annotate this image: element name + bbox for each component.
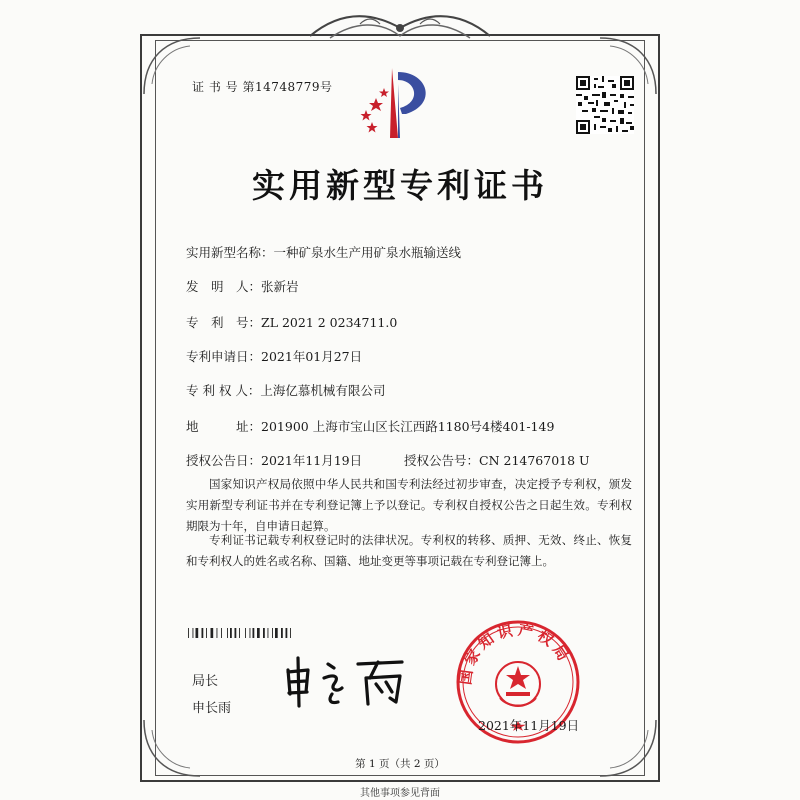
page-number: 第 1 页（共 2 页）	[355, 758, 445, 770]
legal-paragraph-1: 国家知识产权局依照中华人民共和国专利法经过初步审查，决定授予专利权，颁发实用新型专利证书并在专利登记簿上予以登记。专利权自授权公告之日起生效。专利权期限为十年，自申请日起算。	[186, 477, 632, 533]
field-label: 授权公告号：	[404, 453, 480, 468]
field-label: 专利申请日：	[186, 349, 262, 364]
field-value: CN 214767018 U	[479, 453, 590, 468]
handwritten-signature	[278, 650, 418, 710]
field-inventor	[186, 277, 299, 295]
field-label: 地 址：	[186, 419, 262, 434]
director-name: 申长雨	[192, 701, 232, 716]
field-application-date	[186, 347, 362, 365]
field-value: 一种矿泉水生产用矿泉水瓶输送线	[273, 245, 462, 260]
field-label: 实用新型名称：	[186, 245, 274, 260]
qr-code-icon	[576, 76, 634, 134]
field-value: 201900 上海市宝山区长江西路1180号4楼401-149	[261, 419, 555, 434]
field-label: 专 利 权 人：	[186, 383, 261, 398]
field-patent-number	[186, 313, 397, 331]
field-label: 专 利 号：	[186, 315, 262, 330]
field-value: 张新岩	[261, 279, 299, 294]
director-title: 局长	[192, 674, 219, 689]
field-label: 发 明 人：	[186, 279, 262, 294]
patent-office-logo-icon	[356, 64, 440, 144]
legal-paragraph-2: 专利证书记载专利权登记时的法律状况。专利权的转移、质押、无效、终止、恢复和专利权人的姓名或名称、国籍、地址变更等事项记载在专利登记簿上。	[186, 533, 632, 568]
field-value: ZL 2021 2 0234711.0	[261, 315, 398, 330]
document-title: 实用新型专利证书	[252, 166, 548, 205]
field-address	[186, 417, 554, 435]
field-value: 上海亿慕机械有限公司	[260, 383, 386, 398]
svg-text:国家知识产权局: 国家知识产权局	[456, 620, 575, 686]
certificate-number: 证 书 号 第14748779号	[192, 80, 333, 94]
top-ornament	[300, 6, 500, 46]
footer-note: 其他事项参见背面	[360, 788, 440, 799]
field-value: 2021年11月19日	[261, 453, 363, 468]
seal-date: 2021年11月19日	[478, 718, 580, 733]
field-label: 授权公告日：	[186, 453, 262, 468]
field-value: 2021年01月27日	[261, 349, 363, 364]
barcode-icon	[188, 628, 328, 638]
field-publication-number	[404, 451, 590, 469]
field-grant-date	[186, 451, 362, 469]
field-patentee	[186, 381, 385, 399]
field-utility-model-name	[186, 243, 461, 261]
